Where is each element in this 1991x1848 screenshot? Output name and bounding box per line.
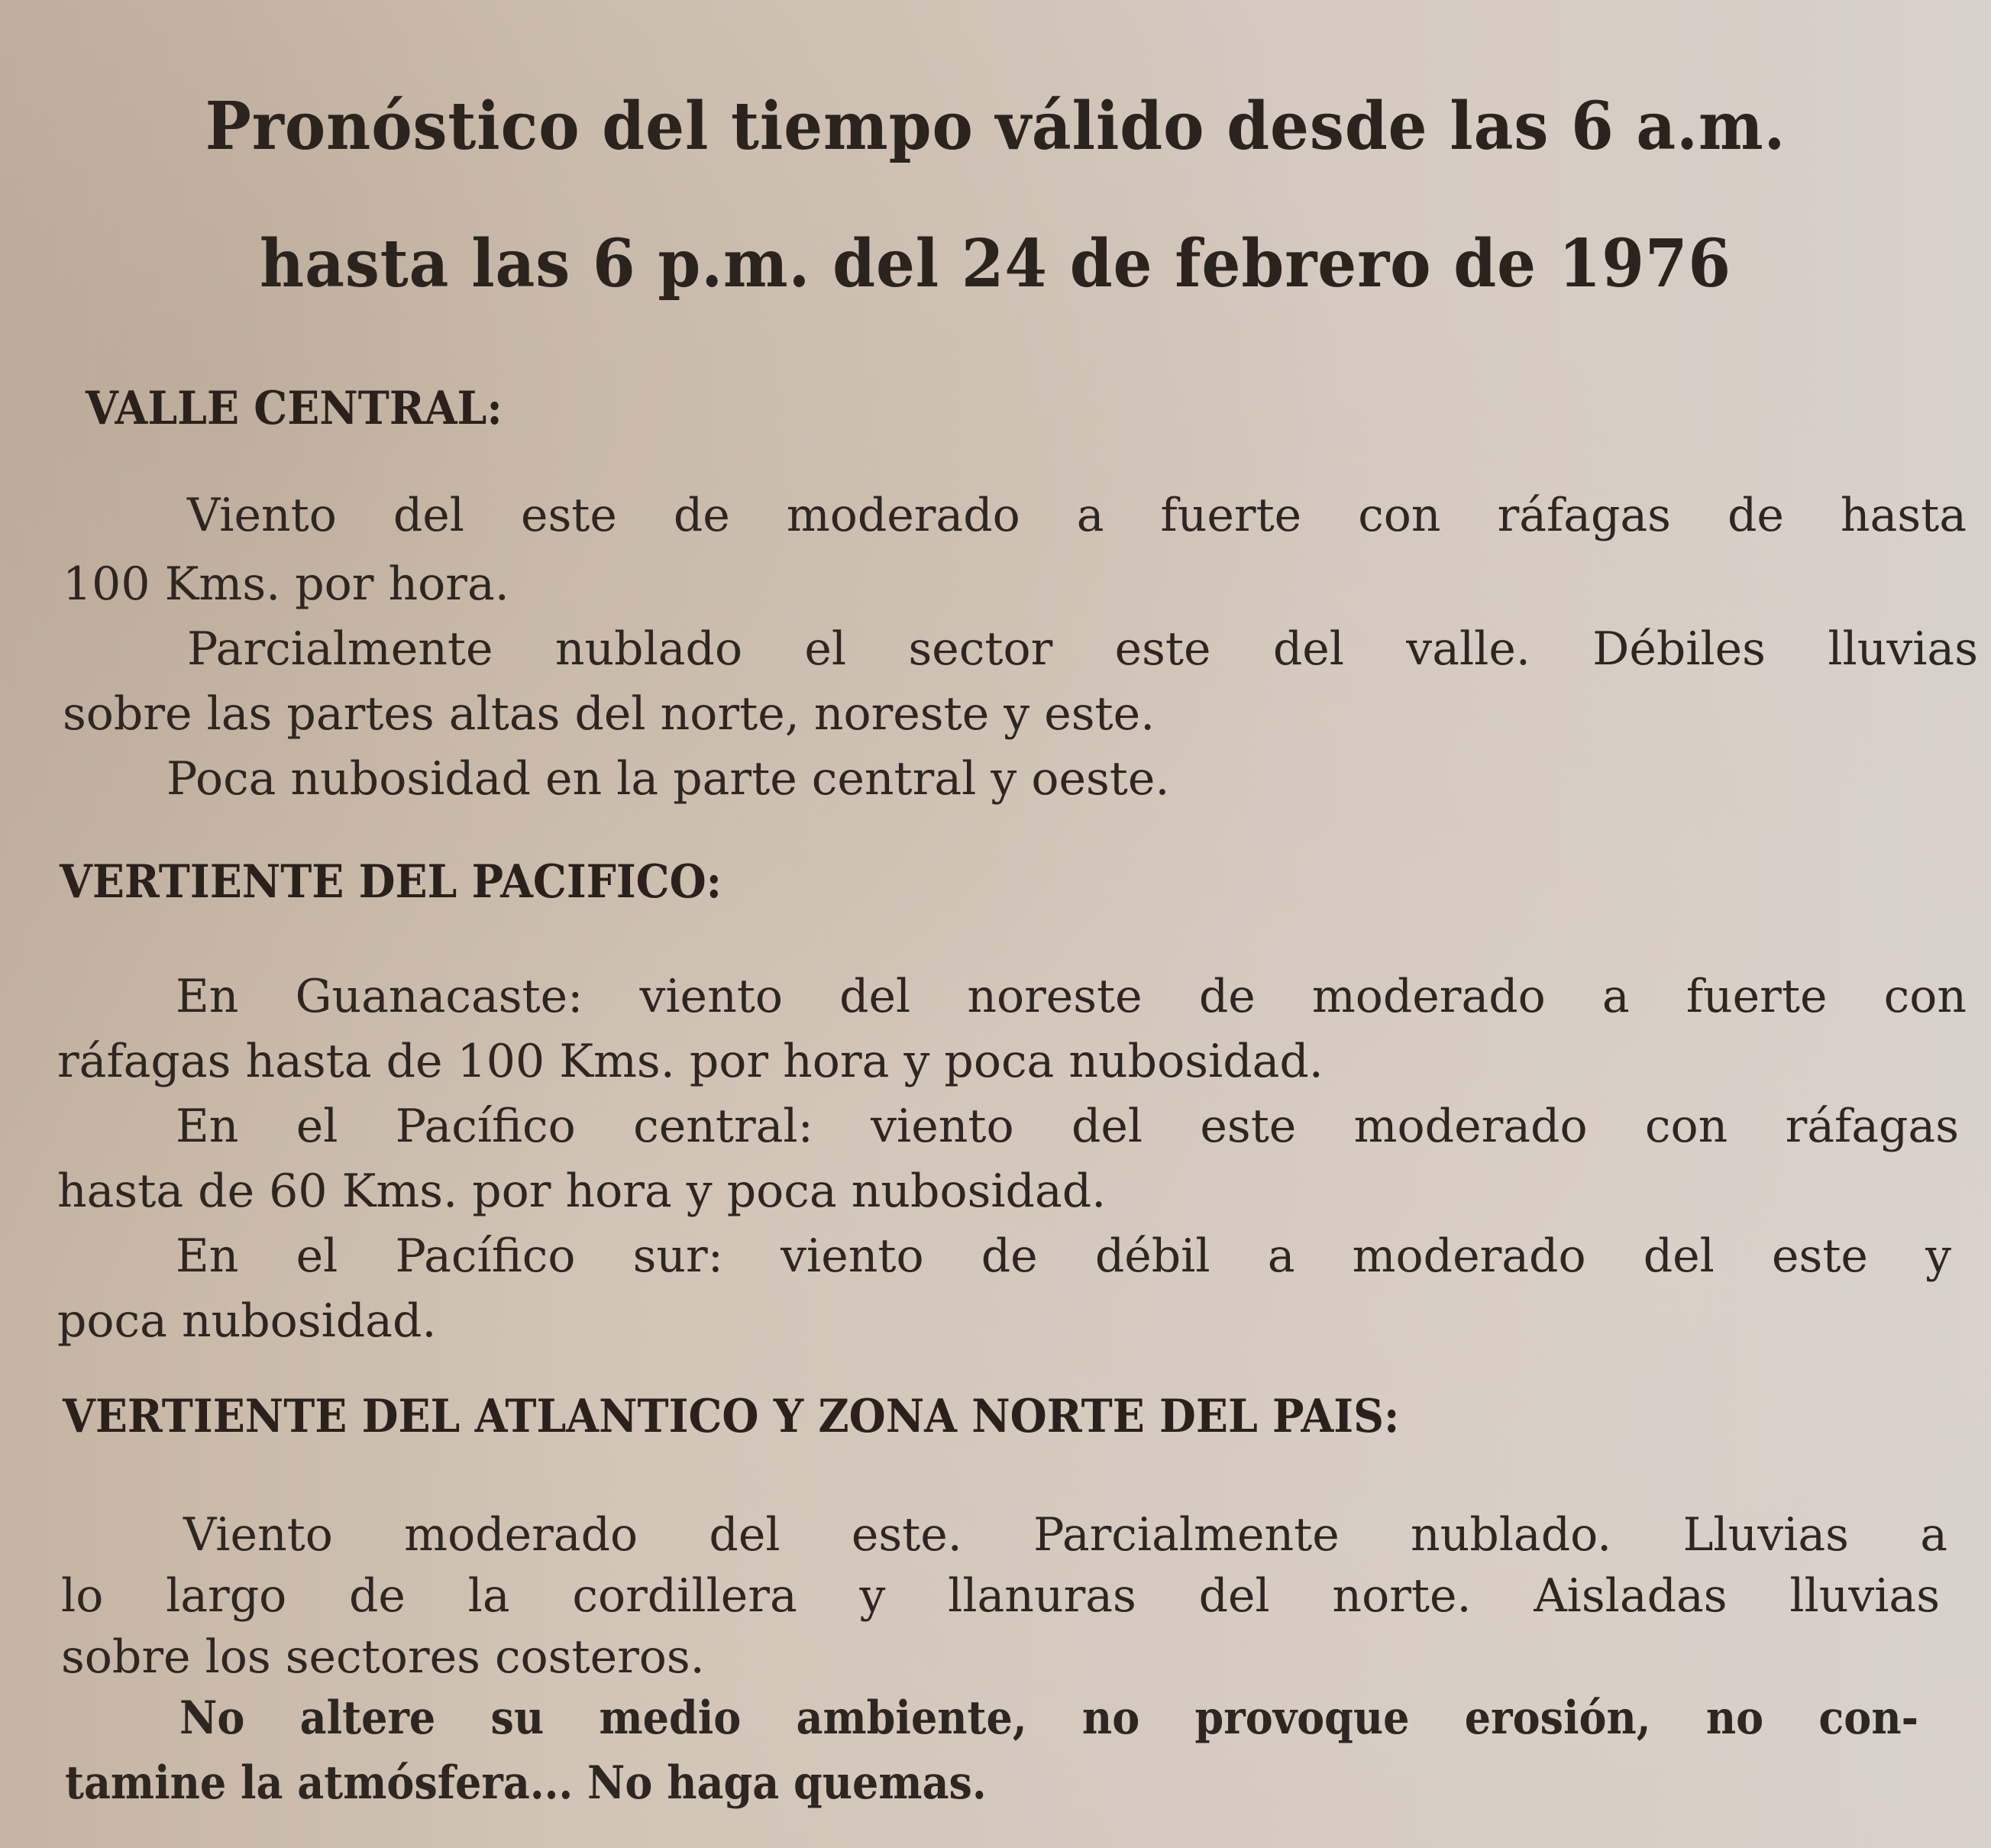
section-heading-vertiente-pacifico: VERTIENTE DEL PACIFICO: xyxy=(60,855,722,909)
paragraph-line: Parcialmente nublado el sector este del valle. Débiles lluvias xyxy=(187,622,1978,676)
forecast-title-line-2: hasta las 6 p.m. del 24 de febrero de 1976 xyxy=(260,225,1731,302)
paragraph-line: Viento del este de moderado a fuerte con ráfagas de hasta xyxy=(187,489,1967,542)
paragraph-line: poca nubosidad. xyxy=(57,1294,437,1348)
section-heading-vertiente-atlantico: VERTIENTE DEL ATLANTICO Y ZONA NORTE DEL PAIS: xyxy=(63,1390,1400,1443)
forecast-title-line-1: Pronóstico del tiempo válido desde las 6 a.m. xyxy=(205,88,1786,165)
closing-message-line: tamine la atmósfera... No haga quemas. xyxy=(65,1756,987,1810)
paragraph-line: En Guanacaste: viento del noreste de moderado a fuerte con xyxy=(176,970,1967,1023)
paragraph-line: sobre los sectores costeros. xyxy=(61,1630,705,1684)
paragraph-line: Poca nubosidad en la parte central y oeste. xyxy=(166,752,1170,806)
paragraph-line: En el Pacífico sur: viento de débil a moderado del este y xyxy=(176,1229,1951,1283)
paragraph-line: hasta de 60 Kms. por hora y poca nubosidad. xyxy=(57,1165,1107,1218)
paragraph-line: En el Pacífico central: viento del este moderado con ráfagas xyxy=(176,1100,1959,1153)
section-heading-valle-central: VALLE CENTRAL: xyxy=(86,382,503,435)
paragraph-line: 100 Kms. por hora. xyxy=(63,557,509,611)
closing-message-line: No altere su medio ambiente, no provoque erosión, no con- xyxy=(179,1691,1918,1745)
paragraph-line: lo largo de la cordillera y llanuras del norte. Aisladas lluvias xyxy=(61,1569,1940,1623)
paragraph-line: ráfagas hasta de 100 Kms. por hora y poca nubosidad. xyxy=(57,1035,1324,1088)
paragraph-line: Viento moderado del este. Parcialmente nublado. Lluvias a xyxy=(183,1508,1947,1562)
paragraph-line: sobre las partes altas del norte, noreste y este. xyxy=(63,687,1155,741)
